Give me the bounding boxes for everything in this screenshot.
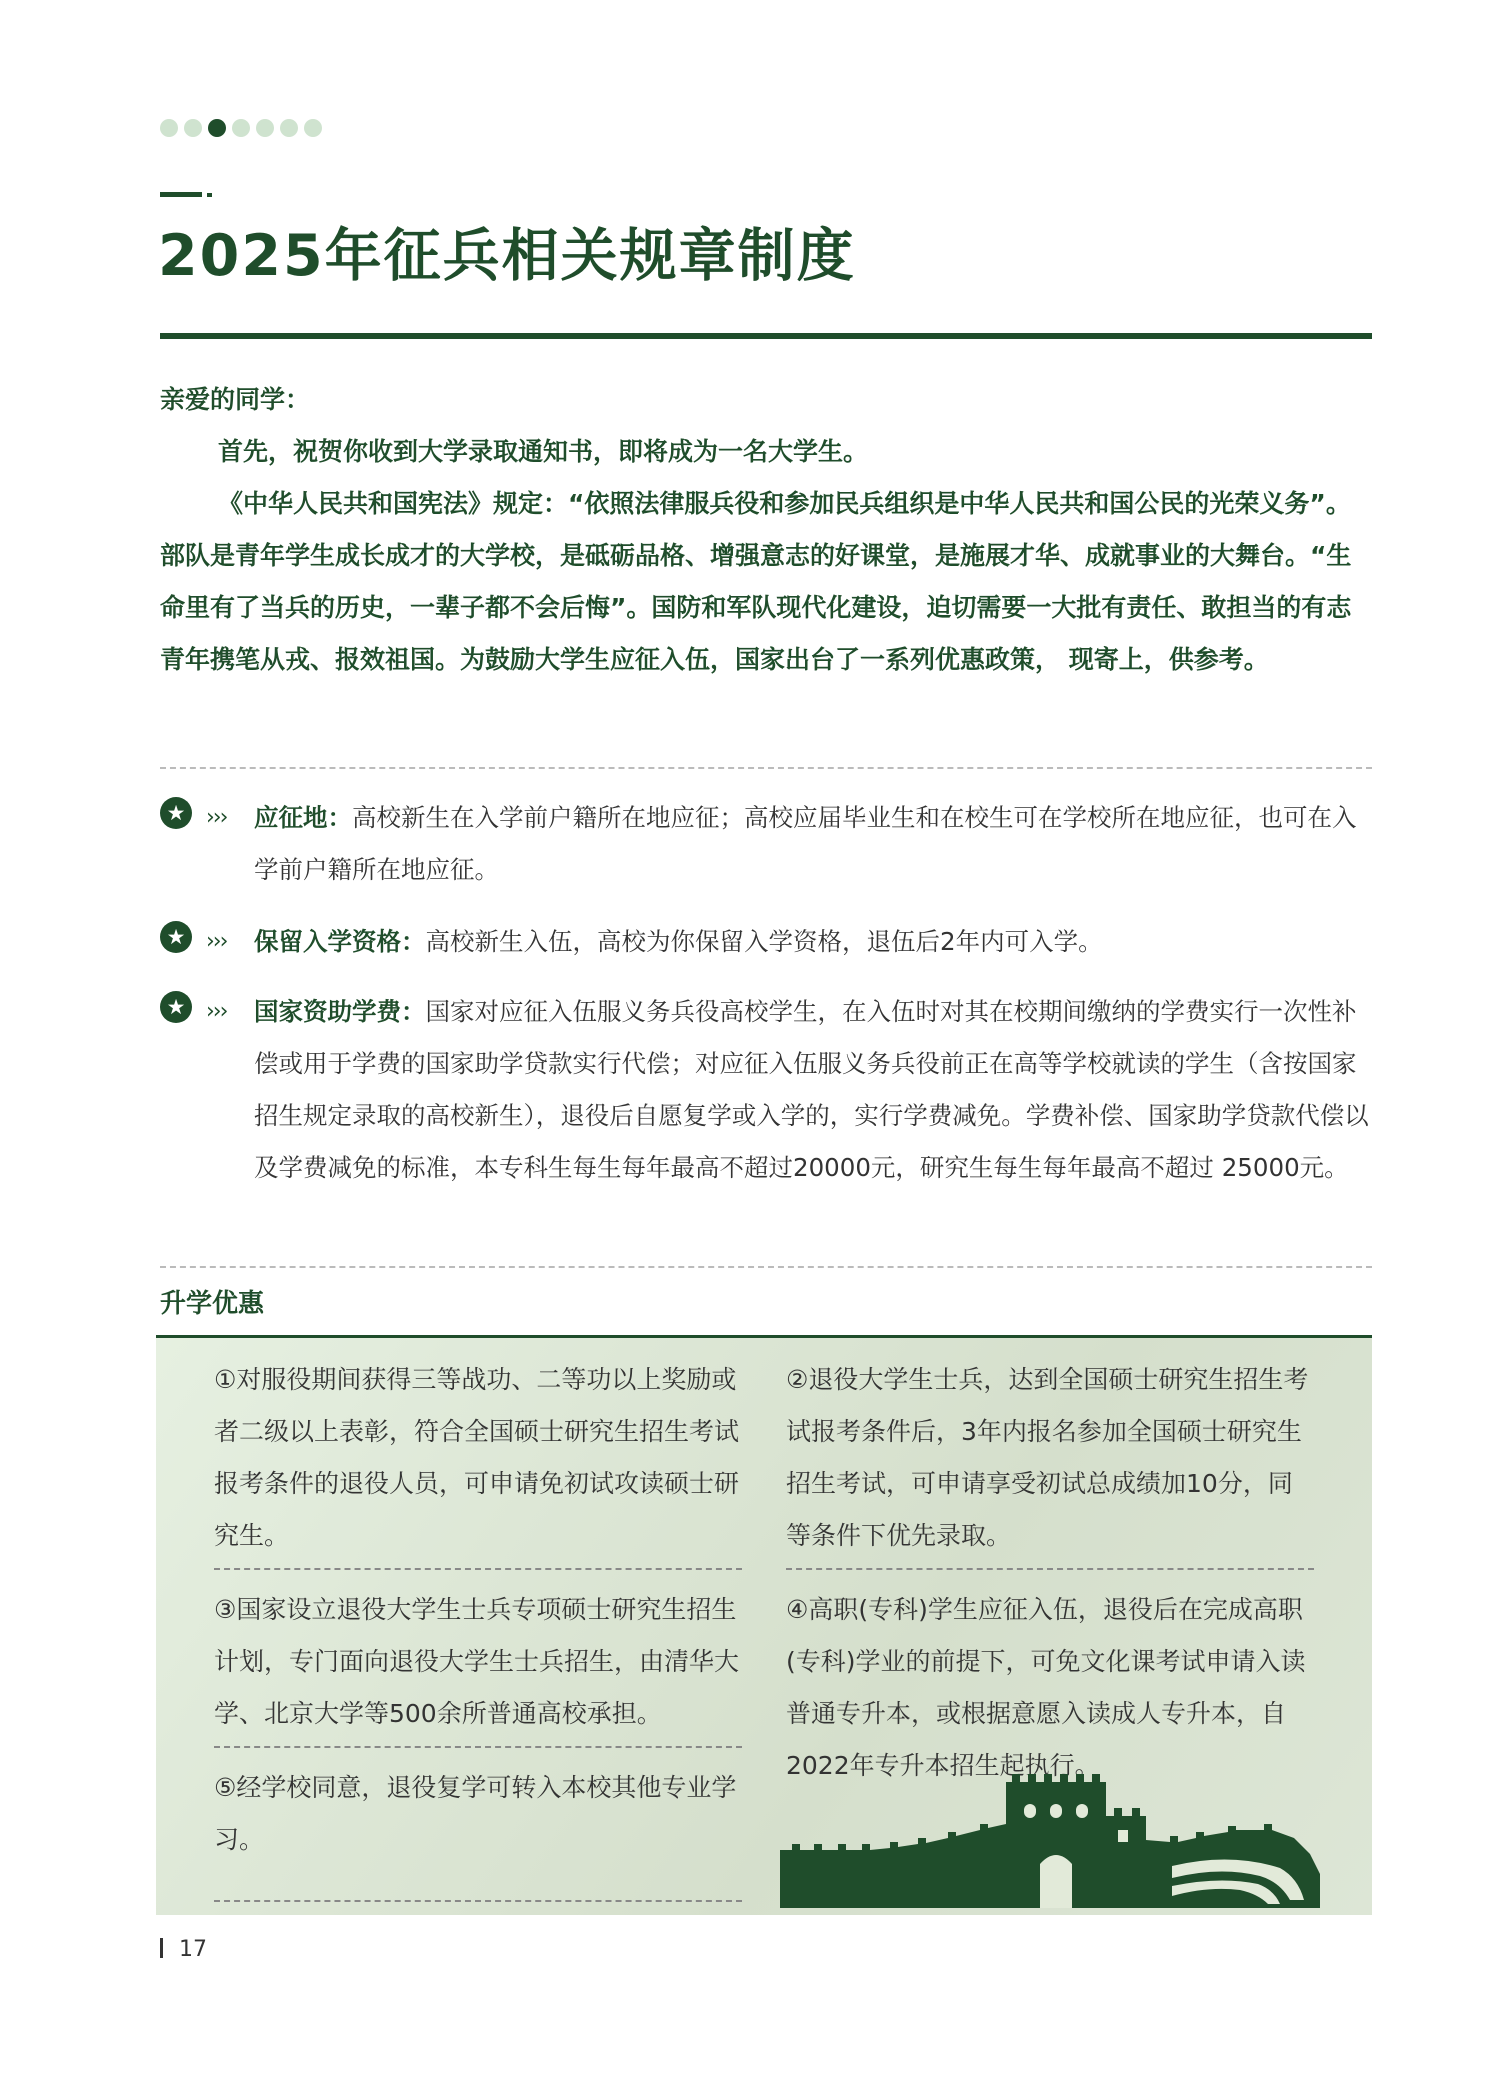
intro-paragraph: 《中华人民共和国宪法》规定：“依照法律服兵役和参加民兵组织是中华人民共和国公民的光荣义务”。部队是青年学生成长成才的大学校，是砥砺品格、增强意志的好课堂，是施展才华、成就事业的大舞台。“生命里有了当兵的历史，一辈子都不会后悔”。国防和军队现代化建设，迫切需要一大批有责任、敢担当的有志青年携笔从戎、报效祖国。为鼓励大学生应征入伍，国家出台了一系列优惠政策， 现寄上，供参考。 [160, 489, 1352, 674]
policy-label: 国家资助学费： [254, 997, 426, 1026]
progress-dot [232, 119, 250, 137]
progress-dot [184, 119, 202, 137]
progress-dot [256, 119, 274, 137]
policy-item-tuition-aid [160, 986, 1372, 1194]
greeting: 亲爱的同学： [160, 385, 311, 414]
dashed-divider [160, 1266, 1372, 1268]
title-divider [160, 333, 1372, 339]
intro-letter [160, 374, 1372, 686]
dashed-divider [214, 1900, 742, 1902]
policy-text: 高校新生入伍，高校为你保留入学资格，退伍后2年内可入学。 [425, 927, 1103, 956]
progress-dots [160, 119, 322, 137]
benefit-item: ①对服役期间获得三等战功、二等功以上奖励或者二级以上表彰，符合全国硕士研究生招生考试报考条件的退役人员，可申请免初试攻读硕士研究生。 [214, 1365, 740, 1550]
dashed-divider [160, 767, 1372, 769]
triple-chevron-icon: ››› [206, 929, 227, 954]
benefit-item: ④高职(专科)学生应征入伍，退役后在完成高职(专科)学业的前提下，可免文化课考试申请入读普通专升本，或根据意愿入读成人专升本，自2022年专升本招生起执行。 [786, 1595, 1306, 1780]
triple-chevron-icon: ››› [206, 999, 227, 1024]
policy-item-enlistment-location [160, 792, 1372, 896]
dashed-divider [214, 1746, 742, 1748]
star-icon: ★ [160, 921, 192, 953]
intro-paragraph: 首先，祝贺你收到大学录取通知书，即将成为一名大学生。 [218, 437, 869, 466]
progress-dot [304, 119, 322, 137]
policy-text: 高校新生在入学前户籍所在地应征；高校应届毕业生和在校生可在学校所在地应征，也可在入学前户籍所在地应征。 [254, 803, 1357, 884]
page-number: 17 [160, 1935, 207, 1965]
benefit-item: ⑤经学校同意，退役复学可转入本校其他专业学习。 [214, 1773, 737, 1854]
benefits-heading: 升学优惠 [160, 1289, 265, 1319]
policy-label: 应征地： [254, 803, 352, 832]
progress-dot [160, 119, 178, 137]
star-icon: ★ [160, 797, 192, 829]
dashed-divider [786, 1568, 1314, 1570]
great-wall-icon [780, 1768, 1320, 1908]
benefits-panel [156, 1338, 1372, 1915]
policy-item-reserved-admission [160, 916, 1372, 968]
progress-dot [280, 119, 298, 137]
section-number [160, 176, 212, 198]
progress-dot-active [208, 119, 226, 137]
star-icon: ★ [160, 991, 192, 1023]
triple-chevron-icon: ››› [206, 805, 227, 830]
benefit-item: ③国家设立退役大学生士兵专项硕士研究生招生计划，专门面向退役大学生士兵招生，由清华大学、北京大学等500余所普通高校承担。 [214, 1595, 740, 1728]
policy-label: 保留入学资格： [254, 927, 426, 956]
page-title: 2025年征兵相关规章制度 [158, 223, 856, 289]
benefit-item: ②退役大学生士兵，达到全国硕士研究生招生考试报考条件后，3年内报名参加全国硕士研究生招生考试，可申请享受初试总成绩加10分，同等条件下优先录取。 [786, 1365, 1309, 1550]
dashed-divider [214, 1568, 742, 1570]
policy-text: 国家对应征入伍服义务兵役高校学生，在入伍时对其在校期间缴纳的学费实行一次性补偿或用于学费的国家助学贷款实行代偿；对应征入伍服义务兵役前正在高等学校就读的学生（含按国家招生规定录取的高校新生），退役后自愿复学或入学的，实行学费减免。学费补偿、国家助学贷款代偿以及学费减免的标准，本专科生每生每年最高不超过20000元，研究生每生每年最高不超过 25000元。 [254, 997, 1369, 1182]
